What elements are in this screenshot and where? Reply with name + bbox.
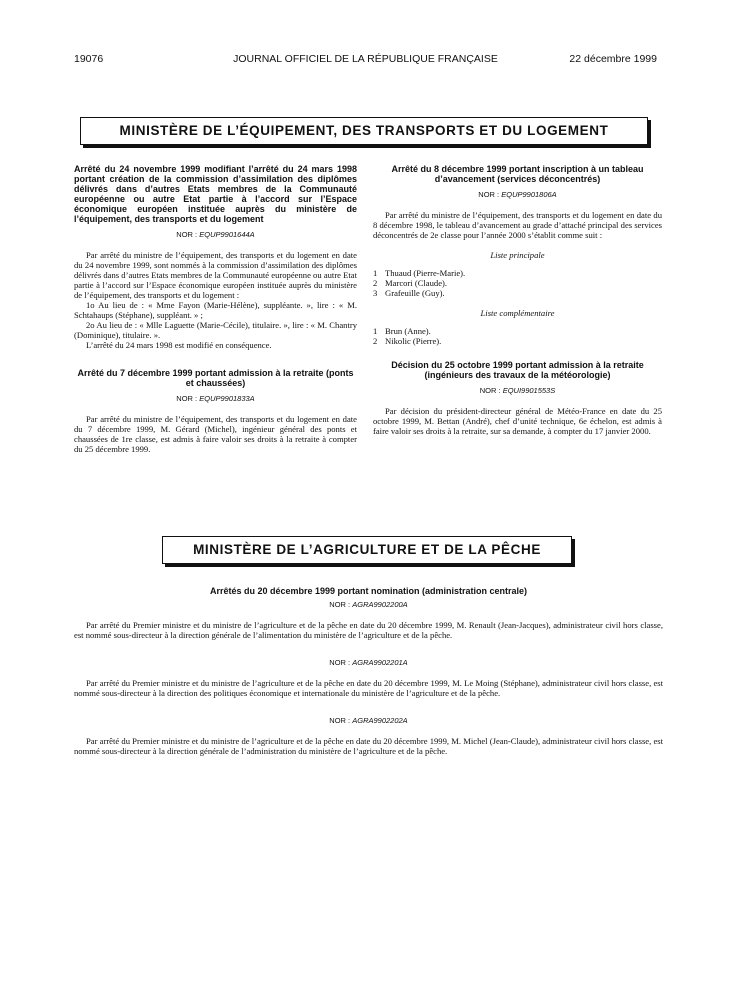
nor-reference: NOR : EQUP9901806A — [478, 190, 557, 199]
list-item: 2 Nikolic (Pierre). — [373, 336, 442, 346]
arrete-paragraph: L’arrêté du 24 mars 1998 est modifié en conséquence. — [86, 340, 272, 350]
list-complementaire — [373, 326, 662, 346]
list-heading-complementaire: Liste complémentaire — [480, 308, 555, 318]
spacer — [74, 350, 357, 368]
arrete-paragraph: 1o Au lieu de : « Mme Fayon (Marie-Hélène), suppléante. », lire : « M. Schtahaups (Stéphane), suppléant. » ; — [74, 300, 357, 320]
arrete-paragraph: Par arrêté du Premier ministre et du ministre de l’agriculture et de la pêche en date du 20 décembre 1999, M. Michel (Jean-Claude), administrateur civil hors classe, est nommé sous-directeur à la direction générale de l’administration du ministère de l’agriculture et de la pêche. — [74, 736, 663, 756]
nor-reference: NOR : EQUI9901553S — [479, 386, 556, 395]
arrete-paragraph: Par arrêté du ministre de l’équipement, des transports et du logement en date du 8 décembre 1998, le tableau d’avancement au grade d’attaché principal des services déconcentrés de 2e classe pour l’année 2000 s’établit comme suit : — [373, 210, 662, 240]
decision-paragraph: Par décision du président-directeur général de Météo-France en date du 25 octobre 1999, M. Bettan (André), chef d’unité technique, 6e échelon, est admis à faire valoir ses droits à la retraite, sur sa demande, à compter du 17 janvier 2000. — [373, 406, 662, 436]
journal-title: JOURNAL OFFICIEL DE LA RÉPUBLIQUE FRANÇAISE — [233, 53, 498, 65]
arrete-paragraph: Par arrêté du ministre de l’équipement, des transports et du logement en date du 24 novembre 1999, sont nommés à la commission d’assimilation des diplômes délivrés dans d’autres Etats membres de la Communauté européenne ou autre Etat partie à l’accord sur l’Espace économique européen instituée auprès du ministère de l’équipement, des transports et du logement : — [74, 250, 357, 300]
page-number: 19076 — [74, 53, 104, 65]
arrete-title: Arrêté du 8 décembre 1999 portant inscription à un tableau d’avancement (services déconcentrés) — [391, 164, 644, 184]
spacer — [373, 346, 662, 360]
arrete-paragraph: Par arrêté du ministre de l’équipement, des transports et du logement en date du 7 décembre 1999, M. Gérard (Michel), ingénieur général des ponts et chaussées de 1re classe, est admis à faire valoir ses droits à la retraite à compter du 25 décembre 1999. — [74, 414, 357, 454]
issue-date: 22 décembre 1999 — [569, 53, 657, 65]
decision-title: Décision du 25 octobre 1999 portant admission à la retraite (ingénieurs des travaux de la météorologie) — [391, 360, 644, 380]
agriculture-section — [74, 586, 663, 756]
list-item: 3 Grafeuille (Guy). — [373, 288, 445, 298]
right-column — [373, 164, 662, 436]
arrete-paragraph: Par arrêté du Premier ministre et du ministre de l’agriculture et de la pêche en date du 20 décembre 1999, M. Le Moing (Stéphane), administrateur civil hors classe, est nommé sous-directeur à la direction des politiques économique et internationale du ministère de l’agriculture et de la pêche. — [74, 678, 663, 698]
ministry-heading-equipement: MINISTÈRE DE L’ÉQUIPEMENT, DES TRANSPORTS ET DU LOGEMENT — [80, 117, 648, 145]
ministry-heading-agriculture: MINISTÈRE DE L’AGRICULTURE ET DE LA PÊCHE — [162, 536, 572, 564]
nor-reference: NOR : AGRA9902200A — [329, 600, 408, 609]
list-heading-principale: Liste principale — [490, 250, 545, 260]
nor-reference: NOR : EQUP9901833A — [176, 394, 255, 403]
list-item: 1 Thuaud (Pierre-Marie). — [373, 268, 466, 278]
nor-reference: NOR : AGRA9902201A — [329, 658, 408, 667]
list-principale — [373, 268, 662, 298]
arrete-title: Arrêté du 24 novembre 1999 modifiant l’arrêté du 24 mars 1998 portant création de la commission d’assimilation des diplômes délivrés dans d’autres Etats membres de la Communauté européenne ou autre Etat partie à l’accord sur l’Espace économique européen instituée auprès du ministère de l’équipement, des transports et du logement — [74, 164, 357, 224]
arrete-paragraph: Par arrêté du Premier ministre et du ministre de l’agriculture et de la pêche en date du 20 décembre 1999, M. Renault (Jean-Jacques), administrateur civil hors classe, est nommé sous-directeur à la direction générale de l’alimentation du ministère de l’agriculture et de la pêche. — [74, 620, 663, 640]
arrete-paragraph: 2o Au lieu de : « Mlle Laguette (Marie-Cécile), titulaire. », lire : « M. Chantry (Dominique), titulaire. ». — [74, 320, 357, 340]
left-column — [74, 164, 357, 454]
nor-reference: NOR : EQUP9901644A — [176, 230, 255, 239]
nor-reference: NOR : AGRA9902202A — [329, 716, 408, 725]
arretes-title: Arrêtés du 20 décembre 1999 portant nomination (administration centrale) — [209, 586, 528, 596]
arrete-title: Arrêté du 7 décembre 1999 portant admission à la retraite (ponts et chaussées) — [77, 368, 354, 388]
list-item: 2 Marcori (Claude). — [373, 278, 448, 288]
list-item: 1 Brun (Anne). — [373, 326, 431, 336]
